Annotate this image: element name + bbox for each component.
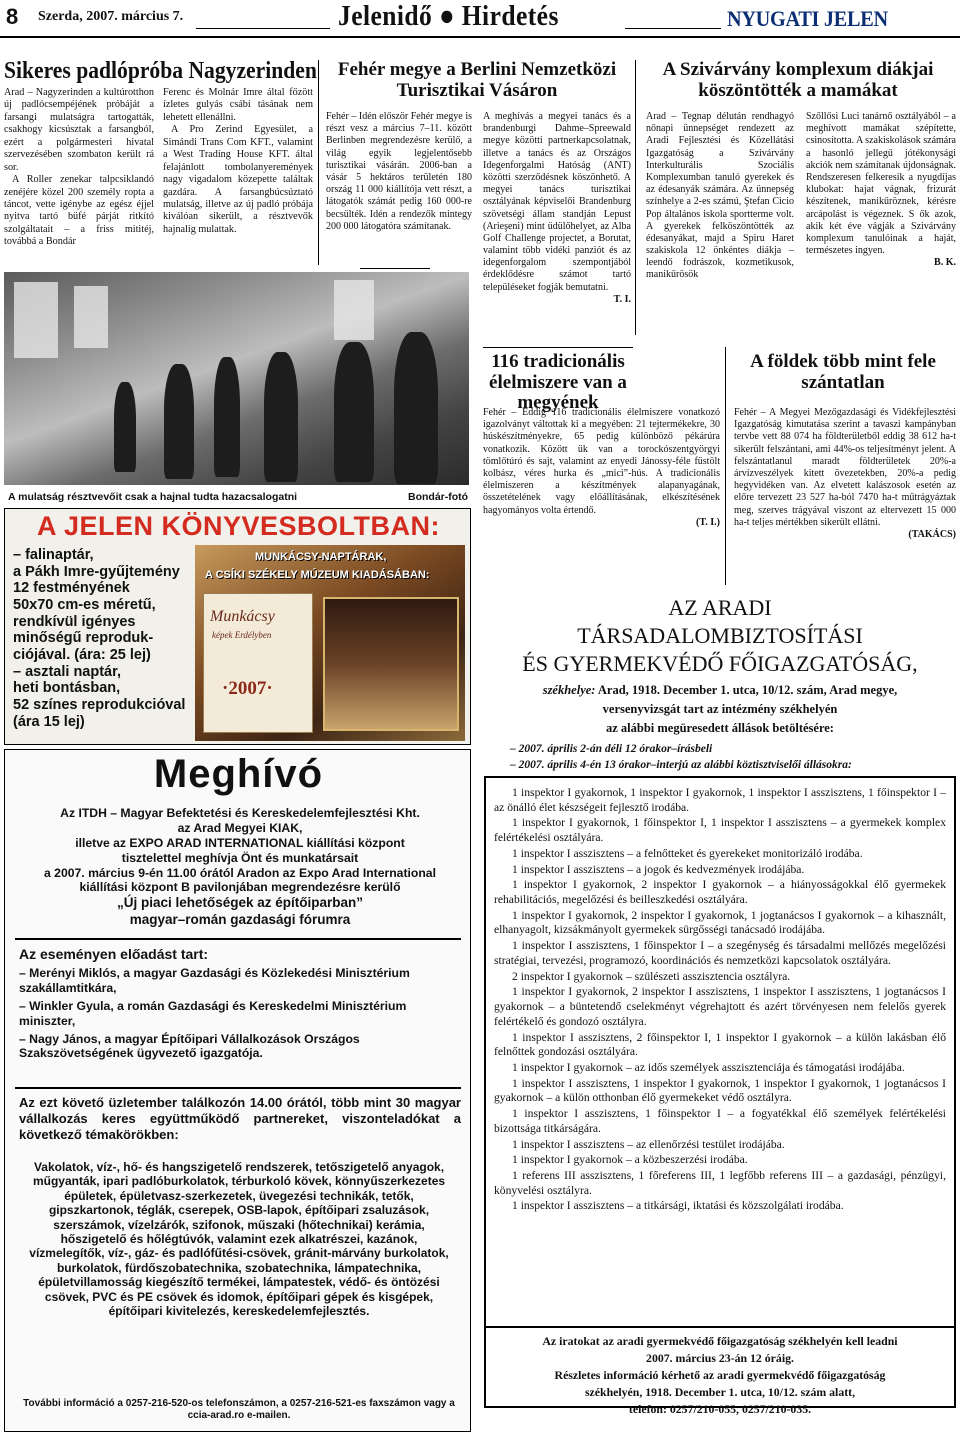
author-sign: T. I. bbox=[613, 293, 631, 305]
newspaper-logo: NYUGATI JELEN bbox=[727, 6, 888, 31]
article-title: Fehér megye a Berlini Nemzetközi Turisztikai Vásáron bbox=[337, 59, 617, 101]
ad-line: az alábbi megüresedett állások betöltésére: bbox=[606, 721, 834, 735]
position-item: 1 inspektor I gyakornok, 1 főinspektor I, 1 inspektor I asszisztens – a gyermekek komplex felértékelési osztályára. bbox=[494, 816, 946, 845]
ad-line: 12 festményének bbox=[13, 580, 130, 597]
position-item: 1 inspektor I asszisztens, 2 főinspektor I, 1 inspektor I gyakornok – a külön lakásban élő felnőttek gondozási osztályára. bbox=[494, 1030, 946, 1059]
position-item: 2 inspektor I gyakornok – szülészeti asszisztencia osztályra. bbox=[512, 969, 791, 983]
position-item: 1 inspektor I asszisztens, 1 főinspektor I – a fogyatékkal élő személyek felértékelési bizottsága titkárságára. bbox=[494, 1107, 946, 1135]
article-col-2 bbox=[806, 111, 956, 269]
contact-text: További információ a 0257-216-520-os telefonszámon, a 0257-216-521-es faxszámon vagy a ccia-arad.ro e-mailen. bbox=[23, 1398, 455, 1421]
article-body bbox=[734, 407, 956, 541]
footer-line: 2007. március 23-án 12 óráig. bbox=[646, 1351, 794, 1366]
article-col-1 bbox=[646, 111, 794, 282]
ad-title-line: ÉS GYERMEKVÉDŐ FŐIGAZGATÓSÁG, bbox=[522, 651, 918, 676]
ad-footer bbox=[490, 1333, 950, 1418]
ad-line: a Pákh Imre-gyűjtemény bbox=[13, 563, 180, 580]
seat-line bbox=[484, 683, 956, 698]
intro-line: illetve az EXPO ARAD INTERNATIONAL kiállítási központ bbox=[75, 835, 405, 850]
position-item: 1 inspektor I gyakornok, 2 inspektor I asszisztens, 1 inspektor I asszisztens, 1 jogtanácsos I gyakornok – a büntetendő cselekményt végrehajtott és azért törvényesen nem felelős gyerek felértékelő és gondozó osztályra. bbox=[494, 985, 946, 1028]
intro-line: magyar–román gazdasági fórumra bbox=[129, 911, 351, 927]
speaker-item: – Winkler Gyula, a román Gazdasági és Kereskedelmi Minisztérium miniszter, bbox=[19, 998, 407, 1028]
exam-date: – 2007. április 2-án déli 12 órakor–írásbeli bbox=[510, 743, 713, 755]
ad-line: – asztali naptár, bbox=[13, 663, 121, 680]
article-title: 116 tradicionális élelmiszere van a megyének bbox=[489, 351, 627, 414]
ad-line: (ára 15 lej) bbox=[13, 713, 85, 730]
author-sign: (TAKÁCS) bbox=[908, 528, 956, 540]
article-col-1 bbox=[4, 87, 154, 249]
article-col-2 bbox=[163, 87, 313, 236]
dancer bbox=[394, 332, 438, 484]
position-item: 1 inspektor I asszisztens – az ellenőrzési testület irodájába. bbox=[512, 1137, 785, 1151]
dancer bbox=[334, 342, 374, 482]
author-sign: (T. I.) bbox=[696, 516, 720, 528]
position-item: 1 inspektor I asszisztens – a titkársági, iktatási és közszolgálati irodába. bbox=[512, 1199, 844, 1213]
author-sign: B. K. bbox=[934, 257, 956, 269]
dance-photo bbox=[4, 272, 469, 485]
section-title: Jelenidő ● Hirdetés bbox=[338, 0, 559, 32]
section-divider bbox=[15, 1087, 461, 1089]
dancer bbox=[264, 352, 298, 482]
calendar-title: Munkácsy bbox=[210, 608, 275, 625]
paragraph: Fehér – Eddig 116 tradicionális élelmiszere vonatkozó igazolványt váltottak ki a megyében: 21 tejtermékekre, 30 húskészítményekre, 65 pedig különböző pékárúra vonatkozik. Között ük van a torockószentgyörgyi tömlőtúró és sajt, valamint az enyedi Jánossy-féle füstölt kolbász, véres hurka és „mici”-hús. A tradicionális élelmiszeren a készítmények alapanyagának, összetételének vagy előállításának, elkészítésének hagyományos volta értendő. bbox=[483, 407, 720, 516]
ad-title-line: TÁRSADALOMBIZTOSÍTÁSI bbox=[577, 623, 863, 648]
paragraph: Ferenc és Molnár Imre által főzött ízletes gulyás csábí tásának nem lehetett ellenállni. bbox=[163, 87, 313, 123]
paragraph: Szőllősi Luci tanárnő osztályából – a meghívott mamákat szépítette, csinosította. A szakiskolások számára a hasonló jellegű jótékonysági akciók nem számítanak újdonságnak. Rendszeresen felkeresik a nyugdíjas klubokat: hajat vágnak, frizurát készítenek, manikűröznek, kérésre arcápolást is végeznek. S ők azok, akik két éve vágják a Szivárvány komplexum tanulóinak a haját, természetes ingyen. bbox=[806, 111, 956, 257]
article-top-rule bbox=[483, 347, 633, 348]
header-rule bbox=[0, 36, 960, 38]
article-title: A Szivárvány komplexum diákjai köszöntötték a mamákat bbox=[662, 59, 934, 101]
ad-title-line: AZ ARADI bbox=[668, 595, 772, 620]
overlay-line: A CSÍKI SZÉKELY MÚZEUM KIADÁSÁBAN: bbox=[205, 569, 430, 581]
positions-box bbox=[484, 776, 956, 1417]
position-item: 1 inspektor I gyakornok, 2 inspektor I gyakornok, 1 jogtanácsos I gyakornok – a kihasznált, elhanyagolt, kizsákmányolt gyermekek sürgősségi tanácsadó irodájába. bbox=[494, 908, 946, 937]
intro-line: Az ITDH – Magyar Befektetési és Kereskedelemfejlesztési Kht. bbox=[60, 806, 420, 820]
window bbox=[334, 280, 374, 340]
article-title: A földek több mint fele szántatlan bbox=[750, 351, 936, 393]
footer-line: székhelyén, 1918. December 1. utca, 10/12. szám alatt, bbox=[584, 1385, 856, 1400]
position-item: 1 inspektor I asszisztens – a felnőtteket és gyerekeket monitorizáló irodába. bbox=[512, 846, 863, 860]
intro-line: „Új piaci lehetőségek az építőiparban” bbox=[116, 895, 364, 911]
intro-line: tisztelettel meghívja Önt és munkatársait bbox=[121, 850, 359, 865]
ad-headline: A JELEN KÖNYVESBOLTBAN: bbox=[36, 511, 441, 541]
calendar-image bbox=[195, 545, 465, 741]
speaker-list bbox=[19, 966, 461, 1061]
ad-line: – falinaptár, bbox=[13, 547, 94, 563]
invitation-ad bbox=[4, 749, 471, 1432]
section-divider bbox=[15, 938, 461, 940]
seat-label: székhelye: bbox=[542, 683, 596, 697]
ad-line: 52 színes reprodukcióval bbox=[13, 697, 186, 714]
intro-line: az Arad Megyei KIAK, bbox=[177, 820, 303, 835]
paragraph: Arad – Nagyzerinden a kultúrotthon új padlócsempéjének próbáját a farsangi mulatságra tartogatták, csakhogy kicsúsztak a farsangból, ezért a polgármesteri hivatal szervezésében szombaton került rá sor. bbox=[4, 87, 154, 173]
footer-line: Részletes információ kérhető az aradi gyermekvédő főigazgatóság bbox=[554, 1368, 886, 1383]
ad-list bbox=[13, 547, 188, 730]
article-body bbox=[483, 407, 720, 529]
article-title: Sikeres padlópróba Nagyzerinden bbox=[4, 58, 317, 84]
ad-line: heti bontásban, bbox=[13, 680, 121, 697]
paragraph: A meghívás a megyei tanács és a brandenburgi Dahme–Spreewald megye közötti partnerkapcsolatnak, illetve a tanács és az Országos Idegenforgalmi Hatóság (ANT) közötti szerződésnek köszönhető. A megyei tanács turisztikai osztályának képviselői Brandenburg szövetségi állam standján Lepust (Arieşeni) mint üdülőhelyet, az Alba Golf Challenge projectet, a Borutat, valamint több vidéki panziót és az idegenforgalom szempontjából érdeklődésre számot tartó településeket fogják bemutatni. bbox=[483, 111, 631, 293]
position-item: 1 inspektor I asszisztens, 1 inspektor I gyakornok, 1 inspektor I gyakornok, 1 jogtanácsos I gyakornok – a külön otthonban élő gyermekeket védő osztályra. bbox=[494, 1076, 946, 1105]
ad-line: ciójával. (ára: 25 lej) bbox=[13, 647, 151, 664]
footer-line: telefon: 0257/210-055, 0257/210-035. bbox=[628, 1402, 812, 1417]
issue-date: Szerda, 2007. március 7. bbox=[38, 9, 184, 24]
position-item: 1 referens III asszisztens, 1 főreferens III, 1 legfőbb referens III – a gazdasági, pénzügyi, könyvelési osztályra. bbox=[494, 1168, 946, 1197]
header-rule-left bbox=[196, 28, 330, 29]
column-rule bbox=[725, 347, 726, 585]
window bbox=[74, 286, 108, 348]
position-item: 1 inspektor I asszisztens, 1 főinspektor I – a szegénység és társadalmi mellőzés megelőzési stratégiai, tervezési, programozó, koordinációs és nemzetközi kapcsolatok osztályára. bbox=[494, 939, 946, 967]
exam-date: – 2007. április 4-én 13 órakor–interjú az alábbi köztisztviselői állásokra: bbox=[510, 759, 852, 771]
invitation-intro bbox=[15, 806, 465, 928]
article-col-1 bbox=[326, 111, 472, 233]
ad-line: rendkívül igényes bbox=[13, 613, 136, 630]
meeting-text: Az ezt követő üzletember találkozón 14.00 órától, több mint 30 magyar vállalkozás keres együttműködő partnereket, viszonteladókat a következő témakörökben: bbox=[19, 1095, 461, 1142]
seat-address: Arad, 1918. December 1. utca, 10/12. szám, Arad megye, bbox=[595, 683, 898, 697]
position-item: 1 inspektor I asszisztens – a jogok és kedvezmények irodájába. bbox=[512, 862, 805, 876]
topics-text: Vakolatok, víz-, hő- és hangszigetelő rendszerek, tetőszigetelő anyagok, műgyanták, ipari padlóburkolatok, térburkoló kövek, könnyűszerkezetes épületek, épületvasz-szerkezetek, üvegezési technikák, tetők, gipszkartonok, téglák, cserepek, OSB-lapok, építőipari zsaluzások, szerszámok, vízelzárók, szifonok, műszaki (hőtechnikai) kerámia, hőszigetelő és hőlégtúvók, valamint ezek alkatrészei, kazánok, vízmelegítők, víz-, gáz- és padlófűtési-csövek, gránit-márvány burkolatok, burkolatok, fürdőszobatechnika, szobatechnika, lámpatechnika, épületvillamosság kiegészítő termékei, lámpatestek, védő- és öntözési csövek, PVC és PE csövek és idomok, építőipari gépek és kisgépek, építőipari kivitelezés, kereskedelemfejlesztés. bbox=[29, 1160, 449, 1318]
ad-line: minőségű reproduk- bbox=[13, 630, 154, 647]
column-rule bbox=[318, 60, 319, 265]
calendar-card bbox=[203, 593, 313, 733]
position-item: 1 inspektor I gyakornok, 2 inspektor I gyakornok – a hiányosságokkal élő gyermekek rehabilitációs, megelőzési és beilleszkedési osztályára. bbox=[494, 878, 946, 907]
speaker-item: – Merényi Miklós, a magyar Gazdasági és Közlekedési Minisztérium szakállamtitkára, bbox=[19, 966, 410, 995]
paragraph: Arad – Tegnap délután rendhagyó nőnapi ünnepséget rendezett az Aradi Fejlesztési és Közellátási Igazgatóság a Szivárvány Interkulturális Szociális Komplexumban tanuló gyerekek és az édesanyák számára. Az ünnepség színhelye a 2-es számú, Ştefan Cicio Pop általános iskola sportterme volt. A gyerekek felköszöntötték az édesanyákat, majd a Spiru Haret szakiskola 12 önkéntes diákja – leendő fodrászok, kozmetikusok, manikűrösök bbox=[646, 111, 794, 281]
header-rule-right bbox=[625, 28, 721, 29]
article-end-rule bbox=[360, 268, 430, 269]
calendar-subtitle: képek Erdélyben bbox=[212, 630, 272, 640]
page-number: 8 bbox=[6, 4, 19, 29]
overlay-line: MUNKÁCSY-NAPTÁRAK, bbox=[255, 551, 387, 563]
paragraph: A Pro Zerind Egyesület, a Simándi Trans Com KFT., valamint a West Trading House KFT. által felajánlott tombolanyeremények nagy vigadalom közepette találtak gazdára. A farsangbúcsúztató mulatság, illetve az új padló próbája kiválóan sikerült, a résztvevők hajnalig mulattak. bbox=[163, 124, 313, 235]
paragraph: Fehér – A Megyei Mezőgazdasági és Vidékfejlesztési Igazgatóság kimutatása szerint a tavaszi kampányban tervbe vett 88 074 ha földterületből eddig 38 612 ha-t sikerült felszántani, ami 44%-os teljesítményt jelent. A felszántatlanul maradt földterületek 20%-a árvízveszélyek kitett övezetekben, 20%-a pedig hegyvidéken van. Az elvetett kalászosok esetén az előre tervezett 23 527 ha-ból 7470 ha-t műtrágyáztak meg, szerves trágyával viszont az eltervezett 15 000 ha-t teljes mértékben sikerült ellátni. bbox=[734, 407, 956, 528]
position-item: 1 inspektor I gyakornok – a közbeszerzési irodába. bbox=[512, 1153, 748, 1167]
intro-line: a 2007. március 9-én 11.00 órától Aradon az Expo Arad International bbox=[44, 865, 436, 880]
ad-line: 50x70 cm-es méretű, bbox=[13, 597, 156, 614]
paragraph: Fehér – Idén először Fehér megye is részt vesz a március 7–11. között Berlinben megrendezésre kerülő, a világ egyik legjelentősebb turisztikai vásárán. 2006-ban a vásár 5 hektáros területén 180 ország 11 000 kiállítója vett részt, a látogatók számát pedig 160 000-re becsülték. Idén a rendezők mintegy 200 000 látogatóra számítanak. bbox=[326, 111, 472, 232]
article-col-2 bbox=[483, 111, 631, 306]
photo-caption: A mulatság résztvevőit csak a hajnal tudta hazacsalogatni bbox=[8, 491, 298, 503]
speakers-lead: Az eseményen előadást tart: bbox=[19, 946, 209, 962]
column-rule bbox=[635, 60, 636, 335]
dancer bbox=[164, 364, 194, 479]
paragraph: A Roller zenekar talpcsiklandó zenéjére közel 200 személy ropta a táncot, vette igénybe az egész éjjel nyitva tartó büfé párját ritkító szolgáltatait – a friss mititéj, továbbá a Bondár bbox=[4, 174, 154, 248]
footer-line: Az iratokat az aradi gyermekvédő főigazgatóság székhelyén kell leadni bbox=[542, 1334, 898, 1348]
position-item: 1 inspektor I gyakornok – az idős személyek asszisztenciája és támogatási irodájába. bbox=[512, 1060, 905, 1074]
speaker-item: – Nagy János, a magyar Építőipari Vállalkozások Országos Szakszövetségének ügyvezető igazgatója. bbox=[19, 1031, 360, 1061]
calendar-year: ·2007· bbox=[222, 678, 273, 699]
ad-line: versenyvizsgát tart az intézmény székhelyén bbox=[602, 702, 838, 716]
bookshop-ad bbox=[4, 508, 471, 745]
position-item: 1 inspektor I gyakornok, 1 inspektor I gyakornok, 1 inspektor I asszisztens, 1 főinspektor I – az önálló élet készségeit fejlesztő irodába. bbox=[494, 786, 946, 814]
photo-credit: Bondár-fotó bbox=[408, 491, 469, 503]
painting bbox=[323, 597, 459, 731]
dancer bbox=[214, 357, 240, 477]
invitation-title: Meghívó bbox=[153, 752, 324, 796]
window bbox=[14, 282, 58, 358]
dancer bbox=[114, 382, 136, 472]
box-divider bbox=[486, 1326, 954, 1328]
intro-line: kiállítási központ B pavilonjában megrendezésre kerülő bbox=[79, 880, 401, 895]
